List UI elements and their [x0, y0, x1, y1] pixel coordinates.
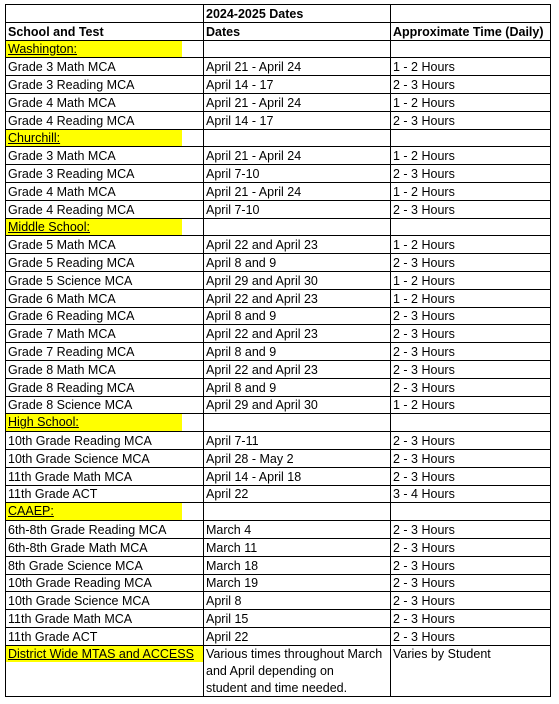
test-dates: April 7-10	[204, 200, 391, 218]
test-name: 10th Grade Reading MCA	[6, 574, 204, 592]
test-name: 6th-8th Grade Math MCA	[6, 538, 204, 556]
table-row	[6, 610, 551, 628]
test-name: 11th Grade ACT	[6, 485, 204, 503]
test-name: Grade 5 Math MCA	[6, 236, 204, 254]
test-dates: April 8 and 9	[204, 254, 391, 272]
test-dates: April 22	[204, 627, 391, 645]
section-name: Washington:	[6, 41, 182, 58]
test-name: Grade 3 Reading MCA	[6, 76, 204, 94]
table-row	[6, 182, 551, 200]
test-dates: April 14 - April 18	[204, 467, 391, 485]
test-dates: April 22 and April 23	[204, 325, 391, 343]
test-name: Grade 5 Science MCA	[6, 271, 204, 289]
table-row	[6, 592, 551, 610]
test-name: 11th Grade Math MCA	[6, 467, 204, 485]
test-duration: 1 - 2 Hours	[391, 271, 551, 289]
empty-cell	[204, 129, 391, 147]
test-name: Grade 4 Math MCA	[6, 182, 204, 200]
table-row	[6, 236, 551, 254]
table-row	[6, 627, 551, 645]
column-header-time: Approximate Time (Daily)	[391, 22, 551, 40]
test-dates: April 22	[204, 485, 391, 503]
test-duration: 3 - 4 Hours	[391, 485, 551, 503]
test-name: Grade 8 Math MCA	[6, 360, 204, 378]
test-duration: 2 - 3 Hours	[391, 610, 551, 628]
section-header-cell	[6, 40, 204, 58]
test-duration: 2 - 3 Hours	[391, 165, 551, 183]
section-header-row	[6, 218, 551, 236]
test-dates: April 22 and April 23	[204, 289, 391, 307]
empty-cell	[391, 414, 551, 432]
table-body	[6, 40, 551, 696]
test-dates: April 28 - May 2	[204, 449, 391, 467]
test-dates: March 11	[204, 538, 391, 556]
table-row	[6, 432, 551, 450]
test-duration: 2 - 3 Hours	[391, 574, 551, 592]
table-row	[6, 325, 551, 343]
test-duration: 2 - 3 Hours	[391, 449, 551, 467]
test-name: 11th Grade Math MCA	[6, 610, 204, 628]
column-header-school: School and Test	[6, 22, 204, 40]
table-row	[6, 289, 551, 307]
table-row	[6, 271, 551, 289]
test-name: Grade 8 Reading MCA	[6, 378, 204, 396]
district-row	[6, 645, 551, 662]
section-name: Middle School:	[6, 219, 182, 236]
test-name: Grade 3 Math MCA	[6, 58, 204, 76]
test-duration: 2 - 3 Hours	[391, 254, 551, 272]
section-name: CAAEP:	[6, 503, 182, 520]
table-row	[6, 58, 551, 76]
section-header-row	[6, 40, 551, 58]
table-row	[6, 147, 551, 165]
section-name: Churchill:	[6, 130, 182, 147]
empty-cell	[204, 218, 391, 236]
header-empty-cell	[391, 5, 551, 23]
header-empty-cell	[6, 5, 204, 23]
header-row-year	[6, 5, 551, 23]
header-row-columns	[6, 22, 551, 40]
table-row	[6, 378, 551, 396]
section-header-row	[6, 129, 551, 147]
district-empty-cell	[6, 662, 204, 679]
empty-cell	[391, 503, 551, 521]
district-dates-line2: and April depending on	[204, 662, 391, 679]
table-row	[6, 485, 551, 503]
test-duration: 2 - 3 Hours	[391, 76, 551, 94]
test-duration: 1 - 2 Hours	[391, 289, 551, 307]
table-row	[6, 200, 551, 218]
table-row	[6, 93, 551, 111]
test-duration: 2 - 3 Hours	[391, 343, 551, 361]
test-name: Grade 4 Math MCA	[6, 93, 204, 111]
test-duration: 1 - 2 Hours	[391, 396, 551, 414]
section-header-row	[6, 503, 551, 521]
section-name: High School:	[6, 414, 182, 431]
test-duration: 1 - 2 Hours	[391, 182, 551, 200]
test-dates: March 19	[204, 574, 391, 592]
test-dates: April 8	[204, 592, 391, 610]
section-header-cell	[6, 414, 204, 432]
section-header-row	[6, 414, 551, 432]
test-name: Grade 7 Reading MCA	[6, 343, 204, 361]
test-name: 11th Grade ACT	[6, 627, 204, 645]
table-row	[6, 165, 551, 183]
empty-cell	[391, 218, 551, 236]
section-header-cell	[6, 503, 204, 521]
empty-cell	[391, 40, 551, 58]
test-name: 10th Grade Reading MCA	[6, 432, 204, 450]
table-row	[6, 111, 551, 129]
test-duration: 2 - 3 Hours	[391, 307, 551, 325]
section-header-cell	[6, 218, 204, 236]
district-label: District Wide MTAS and ACCESS	[6, 646, 203, 663]
test-dates: April 7-11	[204, 432, 391, 450]
test-dates: April 14 - 17	[204, 111, 391, 129]
table-row	[6, 307, 551, 325]
test-name: Grade 3 Math MCA	[6, 147, 204, 165]
empty-cell	[204, 503, 391, 521]
test-name: Grade 3 Reading MCA	[6, 165, 204, 183]
district-empty-cell	[6, 679, 204, 696]
test-duration: 2 - 3 Hours	[391, 467, 551, 485]
test-dates: April 8 and 9	[204, 378, 391, 396]
empty-cell	[391, 129, 551, 147]
test-name: Grade 6 Reading MCA	[6, 307, 204, 325]
table-row	[6, 521, 551, 539]
test-name: Grade 4 Reading MCA	[6, 111, 204, 129]
test-name: 10th Grade Science MCA	[6, 449, 204, 467]
test-name: Grade 6 Math MCA	[6, 289, 204, 307]
test-duration: 2 - 3 Hours	[391, 432, 551, 450]
district-label-cell	[6, 645, 204, 662]
test-duration: 2 - 3 Hours	[391, 200, 551, 218]
test-dates: April 8 and 9	[204, 343, 391, 361]
test-duration: 2 - 3 Hours	[391, 592, 551, 610]
test-dates: April 21 - April 24	[204, 93, 391, 111]
test-dates: April 22 and April 23	[204, 360, 391, 378]
empty-cell	[204, 414, 391, 432]
table-row	[6, 574, 551, 592]
test-dates: March 18	[204, 556, 391, 574]
test-duration: 2 - 3 Hours	[391, 111, 551, 129]
test-duration: 2 - 3 Hours	[391, 521, 551, 539]
section-header-cell	[6, 129, 204, 147]
test-duration: 2 - 3 Hours	[391, 325, 551, 343]
test-duration: 1 - 2 Hours	[391, 236, 551, 254]
test-dates: April 21 - April 24	[204, 182, 391, 200]
table-row	[6, 396, 551, 414]
test-duration: 1 - 2 Hours	[391, 147, 551, 165]
test-dates: March 4	[204, 521, 391, 539]
year-title: 2024-2025 Dates	[204, 5, 391, 23]
test-duration: 2 - 3 Hours	[391, 538, 551, 556]
district-row-cont	[6, 662, 551, 679]
district-empty-cell	[391, 679, 551, 696]
table-row	[6, 467, 551, 485]
test-duration: 2 - 3 Hours	[391, 556, 551, 574]
test-dates: April 14 - 17	[204, 76, 391, 94]
table-row	[6, 76, 551, 94]
test-duration: 1 - 2 Hours	[391, 93, 551, 111]
district-time: Varies by Student	[391, 645, 551, 662]
table-row	[6, 254, 551, 272]
test-duration: 2 - 3 Hours	[391, 360, 551, 378]
test-duration: 1 - 2 Hours	[391, 58, 551, 76]
test-name: Grade 5 Reading MCA	[6, 254, 204, 272]
table-row	[6, 538, 551, 556]
table-row	[6, 360, 551, 378]
test-dates: April 8 and 9	[204, 307, 391, 325]
district-dates-line1: Various times throughout March	[204, 645, 391, 662]
district-dates-line3: student and time needed.	[204, 679, 391, 696]
table-row	[6, 449, 551, 467]
test-dates: April 22 and April 23	[204, 236, 391, 254]
empty-cell	[204, 40, 391, 58]
test-duration: 2 - 3 Hours	[391, 378, 551, 396]
district-empty-cell	[391, 662, 551, 679]
test-dates: April 29 and April 30	[204, 396, 391, 414]
table-row	[6, 556, 551, 574]
test-name: Grade 7 Math MCA	[6, 325, 204, 343]
test-dates: April 15	[204, 610, 391, 628]
table-row	[6, 343, 551, 361]
test-dates: April 29 and April 30	[204, 271, 391, 289]
test-dates: April 21 - April 24	[204, 58, 391, 76]
test-name: 6th-8th Grade Reading MCA	[6, 521, 204, 539]
column-header-dates: Dates	[204, 22, 391, 40]
test-name: 8th Grade Science MCA	[6, 556, 204, 574]
test-dates: April 7-10	[204, 165, 391, 183]
test-dates: April 21 - April 24	[204, 147, 391, 165]
district-row-cont	[6, 679, 551, 696]
test-name: Grade 8 Science MCA	[6, 396, 204, 414]
test-name: 10th Grade Science MCA	[6, 592, 204, 610]
test-duration: 2 - 3 Hours	[391, 627, 551, 645]
testing-schedule-table	[5, 4, 551, 697]
test-name: Grade 4 Reading MCA	[6, 200, 204, 218]
